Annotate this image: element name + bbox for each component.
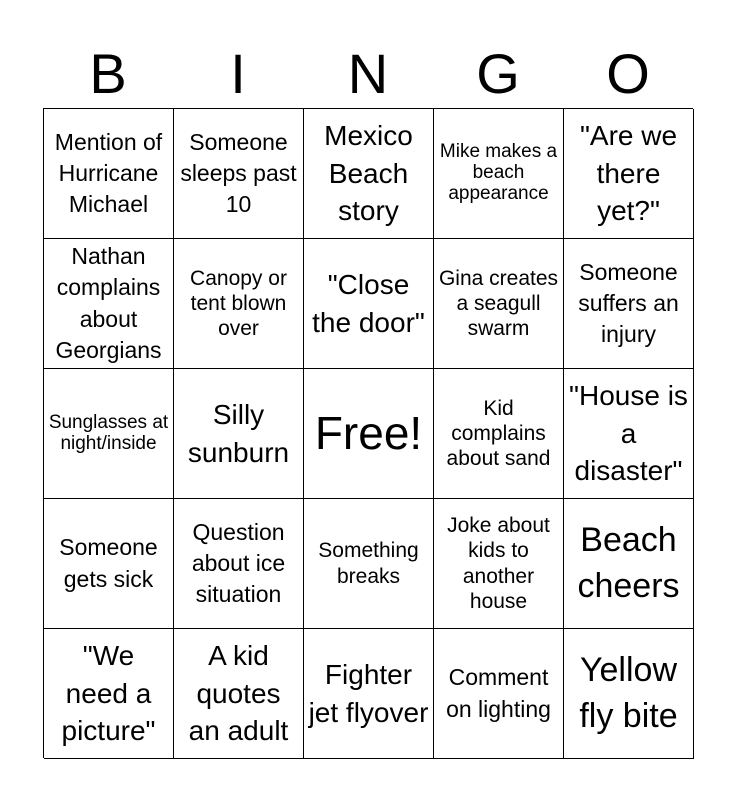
cell-text: Fighter jet flyover [308,658,429,728]
cell-text: Someone gets sick [59,534,158,592]
bingo-cell[interactable] [564,629,694,759]
bingo-cell[interactable] [304,239,434,369]
cell-text: Silly sunburn [187,398,290,468]
cell-text: Mike makes a beach appearance [439,141,558,204]
bingo-cell[interactable] [304,629,434,759]
bingo-cell[interactable] [434,369,564,499]
cell-text: "We need a picture" [61,639,156,747]
header-letter-g: G [476,42,520,105]
cell-text: Someone sleeps past 10 [180,128,297,218]
bingo-cell[interactable] [304,499,434,629]
bingo-cell[interactable] [564,499,694,629]
header-letter-i: I [230,42,246,105]
cell-text: "House is a disaster" [569,379,688,487]
cell-text: Canopy or tent blown over [190,266,287,341]
cell-text: Mention of Hurricane Michael [54,128,163,218]
header-letter-b: B [89,42,127,105]
cell-text: "Close the door" [312,268,425,338]
cell-text: Yellow fly bite [579,650,678,735]
bingo-cell[interactable] [434,109,564,239]
bingo-cell[interactable] [44,499,174,629]
cell-text: Mexico Beach story [324,119,413,227]
free-space-cell[interactable] [304,369,434,499]
cell-text: A kid quotes an adult [188,639,289,747]
bingo-cell[interactable] [434,629,564,759]
bingo-cell[interactable] [44,629,174,759]
header-letter-o: O [606,42,650,105]
bingo-cell[interactable] [44,109,174,239]
cell-text: Comment on lighting [446,664,551,722]
bingo-cell[interactable] [434,499,564,629]
cell-text: Gina creates a seagull swarm [438,266,559,341]
cell-text: Joke about kids to another house [447,514,550,613]
bingo-board [43,108,693,758]
bingo-cell[interactable] [174,629,304,759]
bingo-cell[interactable] [434,239,564,369]
bingo-cell[interactable] [564,369,694,499]
bingo-cell[interactable] [304,109,434,239]
bingo-cell[interactable] [174,369,304,499]
cell-text: "Are we there yet?" [579,119,678,227]
bingo-header [43,40,693,108]
header-letter-n: N [347,42,389,105]
cell-text: Kid complains about sand [446,396,551,471]
bingo-cell[interactable] [174,499,304,629]
cell-text: Something breaks [318,539,419,588]
bingo-cell[interactable] [564,239,694,369]
cell-text: Question about ice situation [191,518,286,608]
bingo-cell[interactable] [174,109,304,239]
cell-text: Sunglasses at night/inside [48,411,169,454]
bingo-cell[interactable] [44,239,174,369]
cell-text: Nathan complains about Georgians [55,243,162,363]
cell-text: Beach cheers [577,520,680,605]
cell-text: Someone suffers an injury [578,258,679,348]
bingo-cell[interactable] [564,109,694,239]
free-space-text: Free! [314,407,423,460]
bingo-cell[interactable] [174,239,304,369]
bingo-cell[interactable] [44,369,174,499]
